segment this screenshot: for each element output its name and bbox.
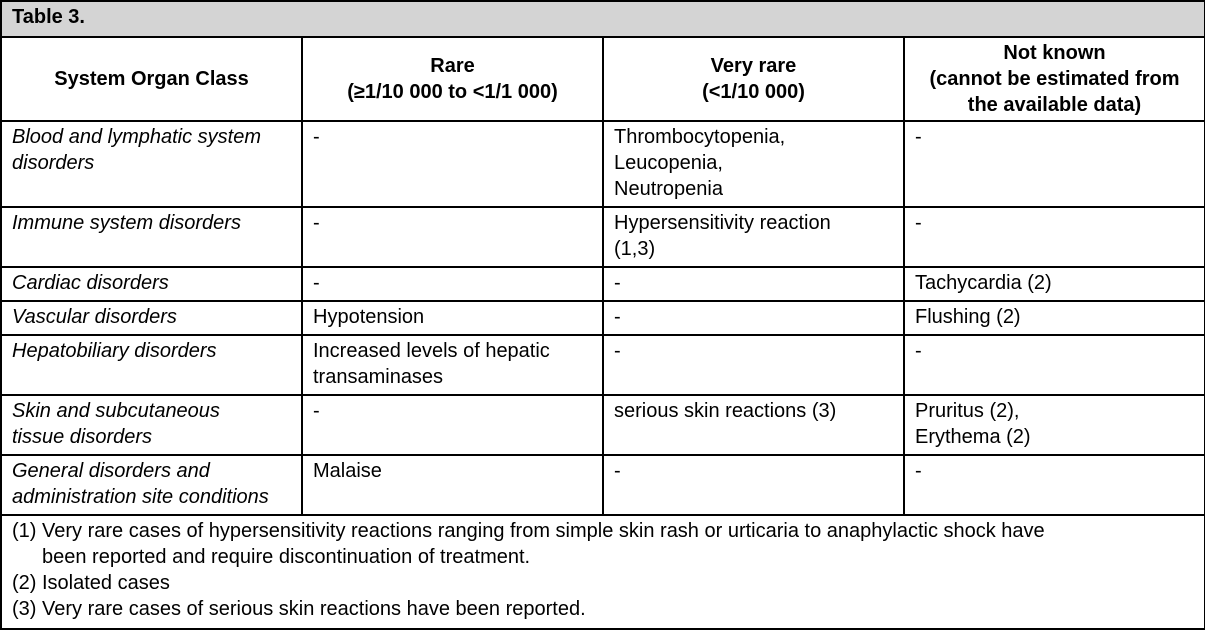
footnote-text: (3) Very rare cases of serious skin reactions have been reported. bbox=[12, 598, 586, 620]
cell-text: tissue disorders bbox=[12, 426, 153, 448]
header-line: Very rare bbox=[710, 55, 797, 77]
footnotes bbox=[1, 515, 1205, 629]
header-line: Rare bbox=[430, 55, 475, 77]
cell-text: - bbox=[915, 212, 922, 234]
cell-very-rare bbox=[603, 301, 904, 335]
cell-text: Erythema (2) bbox=[915, 426, 1031, 448]
cell-soc bbox=[1, 335, 302, 395]
cell-text: - bbox=[313, 400, 320, 422]
cell-not-known bbox=[904, 455, 1205, 515]
header-rare bbox=[302, 37, 603, 121]
header-very-rare bbox=[603, 37, 904, 121]
cell-very-rare bbox=[603, 207, 904, 267]
cell-text: Tachycardia (2) bbox=[915, 272, 1052, 294]
cell-very-rare bbox=[603, 455, 904, 515]
cell-text: Cardiac disorders bbox=[12, 272, 169, 294]
table-row bbox=[1, 207, 1205, 267]
table-header-row bbox=[1, 37, 1205, 121]
cell-text: Hepatobiliary disorders bbox=[12, 340, 217, 362]
table-row bbox=[1, 121, 1205, 207]
cell-very-rare bbox=[603, 335, 904, 395]
header-line: (<1/10 000) bbox=[702, 81, 805, 103]
cell-text: Increased levels of hepatic bbox=[313, 340, 550, 362]
cell-not-known bbox=[904, 267, 1205, 301]
cell-text: Hypersensitivity reaction bbox=[614, 212, 831, 234]
cell-text: - bbox=[915, 126, 922, 148]
table-row bbox=[1, 395, 1205, 455]
footnotes-row bbox=[1, 515, 1205, 629]
cell-very-rare bbox=[603, 121, 904, 207]
cell-rare bbox=[302, 395, 603, 455]
cell-not-known bbox=[904, 207, 1205, 267]
cell-text: - bbox=[313, 212, 320, 234]
header-not-known bbox=[904, 37, 1205, 121]
cell-text: transaminases bbox=[313, 366, 444, 388]
cell-text: - bbox=[614, 340, 621, 362]
table-row bbox=[1, 455, 1205, 515]
cell-text: Vascular disorders bbox=[12, 306, 177, 328]
cell-text: - bbox=[614, 272, 621, 294]
footnote-text: (2) Isolated cases bbox=[12, 572, 170, 594]
cell-rare bbox=[302, 335, 603, 395]
cell-soc bbox=[1, 395, 302, 455]
cell-not-known bbox=[904, 121, 1205, 207]
table-row bbox=[1, 301, 1205, 335]
header-line: the available data) bbox=[967, 94, 1142, 116]
cell-text: Thrombocytopenia, bbox=[614, 126, 786, 148]
cell-rare bbox=[302, 121, 603, 207]
cell-text: Malaise bbox=[313, 460, 382, 482]
header-line: (≥1/10 000 to <1/1 000) bbox=[347, 81, 558, 103]
footnote bbox=[12, 596, 1194, 622]
header-system-organ-class bbox=[1, 37, 302, 121]
cell-text: - bbox=[614, 460, 621, 482]
cell-text: Blood and lymphatic system bbox=[12, 126, 262, 148]
cell-very-rare bbox=[603, 395, 904, 455]
cell-rare bbox=[302, 455, 603, 515]
cell-text: Pruritus (2), bbox=[915, 400, 1020, 422]
cell-soc bbox=[1, 121, 302, 207]
cell-text: Skin and subcutaneous bbox=[12, 400, 220, 422]
cell-text: Neutropenia bbox=[614, 178, 723, 200]
footnote bbox=[12, 518, 1194, 570]
cell-text: Immune system disorders bbox=[12, 212, 241, 234]
table-title: Table 3. bbox=[1, 1, 1205, 37]
cell-not-known bbox=[904, 395, 1205, 455]
cell-text: disorders bbox=[12, 152, 95, 174]
footnote bbox=[12, 570, 1194, 596]
cell-text: General disorders and bbox=[12, 460, 210, 482]
cell-soc bbox=[1, 267, 302, 301]
cell-very-rare bbox=[603, 267, 904, 301]
cell-rare bbox=[302, 267, 603, 301]
cell-soc bbox=[1, 301, 302, 335]
cell-text: Flushing (2) bbox=[915, 306, 1021, 328]
cell-text: Hypotension bbox=[313, 306, 425, 328]
cell-text: - bbox=[313, 126, 320, 148]
cell-rare bbox=[302, 207, 603, 267]
header-line: (cannot be estimated from bbox=[929, 68, 1180, 90]
cell-text: - bbox=[915, 460, 922, 482]
cell-soc bbox=[1, 207, 302, 267]
cell-text: serious skin reactions (3) bbox=[614, 400, 837, 422]
cell-text: Leucopenia, bbox=[614, 152, 723, 174]
cell-text: (1,3) bbox=[614, 238, 656, 260]
cell-rare bbox=[302, 301, 603, 335]
header-line: System Organ Class bbox=[54, 68, 249, 90]
cell-soc bbox=[1, 455, 302, 515]
cell-text: administration site conditions bbox=[12, 486, 269, 508]
header-line: Not known bbox=[1003, 42, 1106, 64]
footnote-text: (1) Very rare cases of hypersensitivity reactions ranging from simple skin rash or urticaria to anaphylactic shock have bbox=[12, 520, 1045, 542]
table-row bbox=[1, 267, 1205, 301]
cell-text: - bbox=[915, 340, 922, 362]
table-row bbox=[1, 335, 1205, 395]
cell-text: - bbox=[614, 306, 621, 328]
cell-not-known bbox=[904, 301, 1205, 335]
footnote-continuation: been reported and require discontinuation of treatment. bbox=[42, 546, 531, 568]
cell-not-known bbox=[904, 335, 1205, 395]
cell-text: - bbox=[313, 272, 320, 294]
table-title-row bbox=[1, 1, 1205, 37]
